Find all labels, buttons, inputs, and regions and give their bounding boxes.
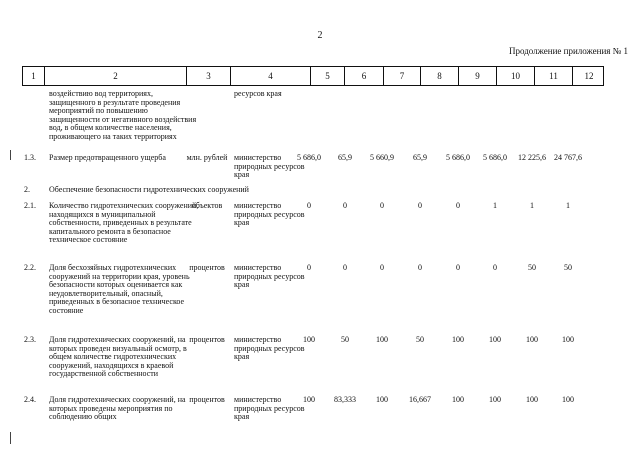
row-number: 2.1. <box>24 201 36 210</box>
header-cell: 11 <box>535 67 573 85</box>
header-cell: 6 <box>345 67 384 85</box>
value-cell: 0 <box>456 263 460 272</box>
value-cell: 0 <box>493 263 497 272</box>
value-cell: 0 <box>418 201 422 210</box>
row-number: 1.3. <box>24 153 36 162</box>
unit-cell: процентов <box>189 263 225 272</box>
value-cell: 100 <box>452 335 464 344</box>
value-cell: 5 686,0 <box>446 153 470 162</box>
value-cell: 24 767,6 <box>554 153 582 162</box>
value-cell: 50 <box>341 335 349 344</box>
value-cell: 1 <box>566 201 570 210</box>
header-cell: 3 <box>187 67 231 85</box>
value-cell: 50 <box>528 263 536 272</box>
header-cell: 2 <box>45 67 187 85</box>
header-cell: 10 <box>497 67 535 85</box>
indicator-name: Размер предотвращенного ущерба <box>49 153 166 162</box>
value-cell: 0 <box>380 201 384 210</box>
value-cell: 0 <box>456 201 460 210</box>
indicator-name: Доля гидротехнических сооружений, на которых проведены мероприятия по соблюдению общих <box>49 395 186 422</box>
value-cell: 100 <box>526 335 538 344</box>
indicator-name: Доля бесхозяйных гидротехнических сооружений на территории края, уровень безопасности которых оценивается как неудовлетворительный, опасный, приведенных в безопасное техническое состояние <box>49 263 190 315</box>
value-cell: 83,333 <box>334 395 356 404</box>
value-cell: 100 <box>562 395 574 404</box>
value-cell: 0 <box>343 201 347 210</box>
responsible-cell: министерство природных ресурсов края <box>234 335 305 362</box>
value-cell: 5 660,9 <box>370 153 394 162</box>
page-number: 2 <box>317 30 323 41</box>
header-cell: 1 <box>23 67 45 85</box>
page-edge-mark <box>10 150 11 160</box>
value-cell: 100 <box>303 395 315 404</box>
responsible-cell: министерство природных ресурсов края <box>234 263 305 290</box>
value-cell: 100 <box>489 335 501 344</box>
indicator-name: Доля гидротехнических сооружений, на которых проведен визуальный осмотр, в общем количестве гидротехнических сооружений, находящихся в краевой государственной собственности <box>49 335 187 379</box>
value-cell: 0 <box>343 263 347 272</box>
header-cell: 5 <box>311 67 345 85</box>
responsible-cell: министерство природных ресурсов края <box>234 153 305 180</box>
value-cell: 100 <box>562 335 574 344</box>
table-header <box>22 66 604 86</box>
unit-cell: процентов <box>189 395 225 404</box>
value-cell: 65,9 <box>413 153 427 162</box>
value-cell: 0 <box>418 263 422 272</box>
header-cell: 4 <box>231 67 311 85</box>
row-number: 2.3. <box>24 335 36 344</box>
indicator-name: Количество гидротехнических сооружений, находящихся в муниципальной собственности, приведенных в результате капитального ремонта в безопасное техническое состояние <box>49 201 199 245</box>
unit-cell: объектов <box>191 201 223 210</box>
value-cell: 0 <box>380 263 384 272</box>
appendix-caption: Продолжение приложения № 1 <box>508 46 628 56</box>
value-cell: 100 <box>376 395 388 404</box>
header-cell: 12 <box>584 71 594 81</box>
page-edge-mark <box>10 432 11 444</box>
value-cell: 100 <box>489 395 501 404</box>
responsible-cell: министерство природных ресурсов края <box>234 395 305 422</box>
header-cell: 7 <box>384 67 421 85</box>
row-number: 2.2. <box>24 263 36 272</box>
indicator-name: воздействию вод территориях, защищенного в результате проведения мероприятий по повышению защищенности от негативного воздействия вод, в общем количестве населения, проживающего на таких территориях <box>49 89 197 141</box>
value-cell: 1 <box>530 201 534 210</box>
value-cell: 50 <box>416 335 424 344</box>
value-cell: 5 686,0 <box>483 153 507 162</box>
indicator-name: Обеспечение безопасности гидротехнических сооружений <box>49 185 249 194</box>
value-cell: 1 <box>493 201 497 210</box>
row-number: 2.4. <box>24 395 36 404</box>
value-cell: 100 <box>376 335 388 344</box>
value-cell: 100 <box>452 395 464 404</box>
value-cell: 50 <box>564 263 572 272</box>
header-cell: 9 <box>459 67 497 85</box>
header-cell: 8 <box>421 67 459 85</box>
row-number: 2. <box>24 185 30 194</box>
value-cell: 16,667 <box>409 395 431 404</box>
value-cell: 0 <box>307 263 311 272</box>
unit-cell: млн. рублей <box>186 153 228 162</box>
value-cell: 5 686,0 <box>297 153 321 162</box>
responsible-cell: ресурсов края <box>234 89 282 98</box>
value-cell: 100 <box>526 395 538 404</box>
value-cell: 65,9 <box>338 153 352 162</box>
responsible-cell: министерство природных ресурсов края <box>234 201 305 228</box>
value-cell: 100 <box>303 335 315 344</box>
value-cell: 12 225,6 <box>518 153 546 162</box>
value-cell: 0 <box>307 201 311 210</box>
unit-cell: процентов <box>189 335 225 344</box>
